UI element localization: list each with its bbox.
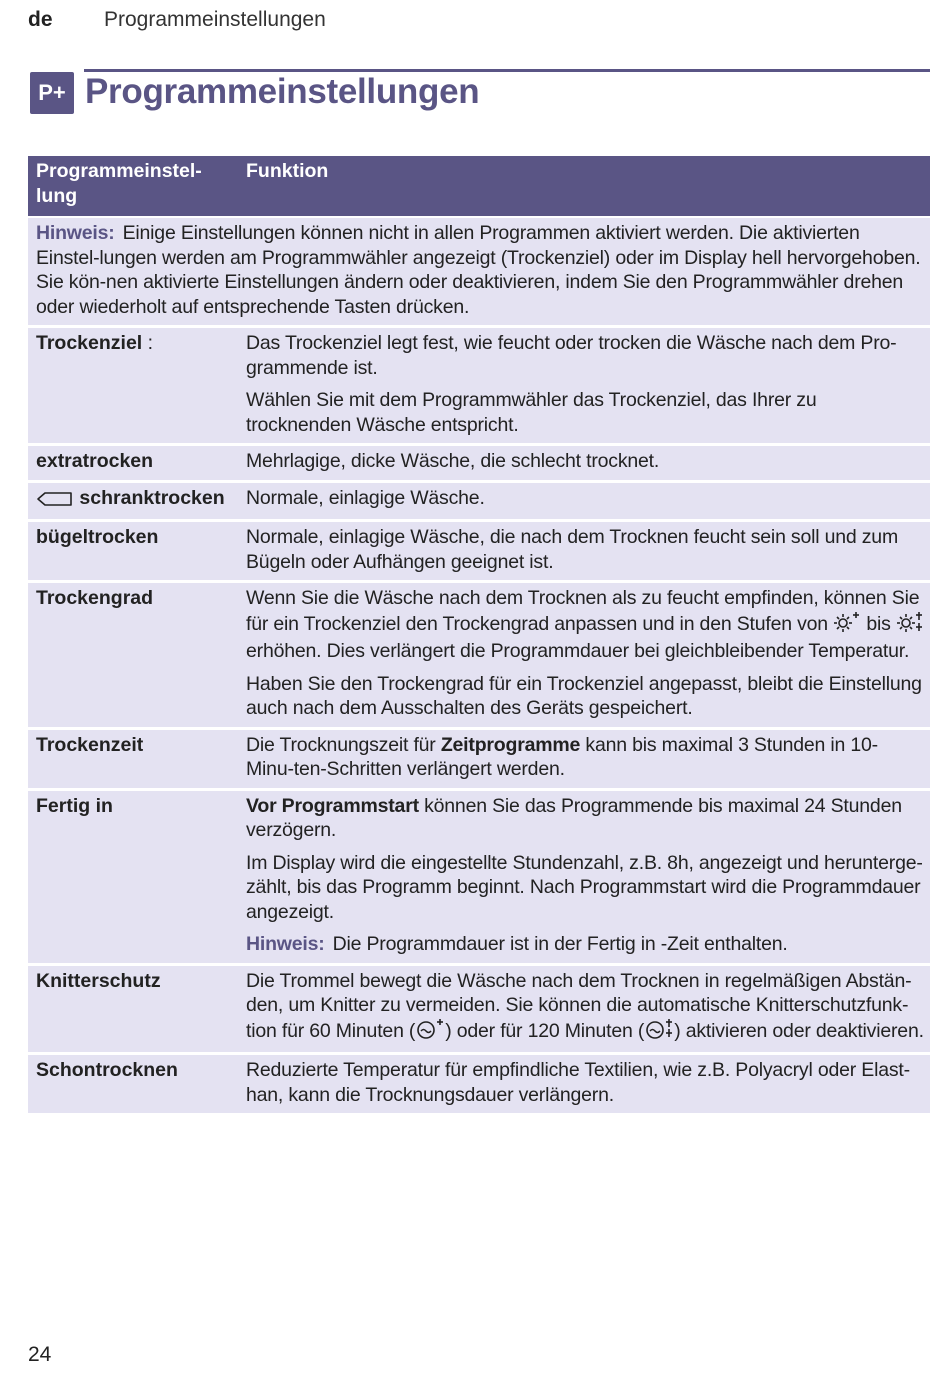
description-paragraph: Im Display wird die eingestellte Stundenzahl, z.B. 8h, angezeigt und herunterge-zählt, bis das Programm beginnt. Nach Programmstart wird die Programmdauer angezeigt. <box>246 851 923 923</box>
page-title: Programmeinstellungen <box>85 72 480 111</box>
table-row <box>28 522 930 583</box>
table-note <box>28 218 930 328</box>
note-text: Einige Einstellungen können nicht in allen Programmen aktiviert werden. Die aktivierten Einstel-lungen werden am Programmwähler angezeigt (Trockenziel) oder im Display hell hervorgehoben. Sie kön-nen aktivierte Einstellungen ändern oder deaktivieren, indem Sie den Programmwähler drehen oder wiederholt auf entsprechende Tasten drücken. <box>36 222 921 318</box>
setting-name: bügeltrocken <box>36 526 159 548</box>
text-fragment: Die Trocknungszeit für <box>246 733 436 756</box>
description-paragraph: Wählen Sie mit dem Programmwähler das Trockenziel, das Ihrer zu trocknenden Wäsche entspricht. <box>246 389 817 436</box>
running-head <box>28 8 326 32</box>
table-row <box>28 328 930 446</box>
table-row <box>28 791 930 966</box>
running-section-title: Programmeinstellungen <box>104 8 326 31</box>
table-row <box>28 1055 930 1116</box>
text-fragment: erhöhen. Dies verlängert die Programmdauer bei gleichbleibender Temperatur. <box>246 640 910 662</box>
table-header <box>28 156 930 218</box>
description-paragraph <box>246 794 924 843</box>
description-paragraph: Das Trockenziel legt fest, wie feucht oder trocken die Wäsche nach dem Pro-grammende ist. <box>246 332 897 379</box>
setting-description <box>238 730 930 788</box>
setting-label: schranktrocken <box>79 486 225 509</box>
text-fragment: ) oder für 120 Minuten ( <box>445 1019 645 1042</box>
page-number: 24 <box>28 1343 52 1366</box>
text-fragment: bis <box>866 612 891 635</box>
emphasis-text: Vor Programmstart <box>246 794 419 817</box>
sun-plus-icon <box>833 611 861 640</box>
setting-name: Trockengrad <box>36 587 154 609</box>
setting-description: Mehrlagige, dicke Wäsche, die schlecht trocknet. <box>246 450 660 472</box>
text-fragment: Die Trommel bewegt die Wäsche nach dem Trocknen in regelmäßigen Abstän-den, um Knitter zu vermeiden. Sie können die automatische Knitterschutzfunk-tion für 60 Minuten ( <box>246 969 912 1042</box>
setting-name: Fertig in <box>36 794 113 817</box>
text-fragment: Wenn Sie die Wäsche nach dem Trocknen als zu feucht empfinden, können Sie für ein Trockenziel den Trockengrad anpassen und in den Stufen von <box>246 587 920 635</box>
drum-double-plus-icon <box>644 1018 674 1047</box>
setting-description <box>238 791 930 963</box>
table-row <box>28 730 930 791</box>
setting-name: extratrocken <box>36 450 154 472</box>
table-row <box>28 966 930 1056</box>
rounded-rectangle-icon <box>36 489 74 514</box>
setting-name: Schontrocknen <box>36 1059 178 1081</box>
setting-description: Normale, einlagige Wäsche. <box>246 486 485 509</box>
note-label: Hinweis: <box>36 222 115 244</box>
text-fragment: ) aktivieren oder deaktivieren. <box>674 1019 924 1042</box>
setting-description: Normale, einlagige Wäsche, die nach dem Trocknen feucht sein soll und zum Bügeln oder Aufhängen geeignet ist. <box>246 526 898 573</box>
drum-plus-icon <box>415 1018 445 1047</box>
setting-label: Trockenziel <box>36 332 143 354</box>
setting-name: Trockenzeit <box>36 733 144 756</box>
column-header-setting: Programmeinstel-lung <box>36 160 202 207</box>
setting-description: Reduzierte Temperatur für empfindliche Textilien, wie z.B. Polyacryl oder Elast-han, kann die Trocknungsdauer verlängern. <box>246 1059 910 1106</box>
programme-settings-badge-icon: P+ <box>30 72 74 114</box>
table-row <box>28 583 930 730</box>
table-row <box>28 446 930 483</box>
note-label: Hinweis: <box>246 933 325 955</box>
column-header-function: Funktion <box>246 160 329 182</box>
row-note <box>246 932 924 957</box>
setting-description <box>238 583 930 727</box>
sun-double-plus-icon <box>896 611 924 640</box>
note-text: Die Programmdauer ist in der Fertig in -Zeit enthalten. <box>332 933 788 955</box>
setting-description <box>238 966 930 1053</box>
setting-name: Knitterschutz <box>36 969 161 992</box>
text-fragment: können Sie das Programmende bis maximal 24 Stunden verzögern. <box>246 794 902 841</box>
table-row <box>28 483 930 523</box>
description-paragraph <box>246 586 924 664</box>
setting-name <box>28 328 238 443</box>
emphasis-text: Zeitprogramme <box>440 733 581 756</box>
description-paragraph: Haben Sie den Trockengrad für ein Trockenziel angepasst, bleibt die Einstellung auch nach dem Ausschalten des Geräts gespeichert. <box>246 672 922 719</box>
settings-table <box>28 156 930 1116</box>
setting-description <box>238 328 930 443</box>
text-fragment: kann bis maximal 3 Stunden in 10-Minu-ten-Schritten verlängert werden. <box>246 733 878 780</box>
label-suffix: : <box>142 332 154 354</box>
language-code: de <box>28 8 53 31</box>
setting-name <box>28 483 238 520</box>
